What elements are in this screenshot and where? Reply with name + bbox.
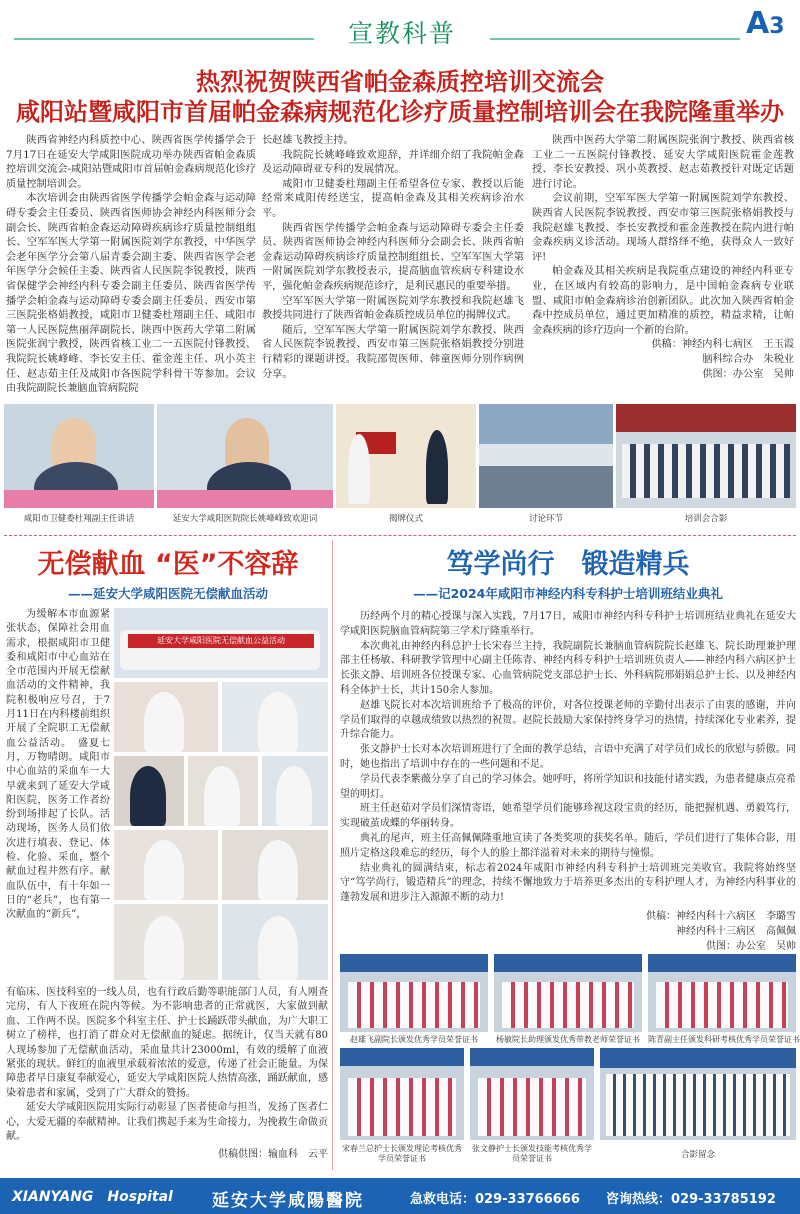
photo-caption: 延安大学咸阳医院院长姚峰峰致欢迎词 (172, 514, 318, 524)
paragraph: 历经两个月的精心授课与深入实践，7月17日，咸阳市神经内科专科护士培训班结业典礼在延安大学咸阳医院脑血管病院第三学术厅隆重举行。 (340, 611, 796, 637)
section-header (0, 0, 800, 52)
article-column-1 (6, 134, 256, 397)
photo-unveiling (336, 404, 476, 508)
photo-blood-bus (114, 608, 328, 678)
byline: 供稿：神经内科十六病区 李璐雪 (646, 910, 796, 922)
paragraph: 陕西中医药大学第二附属医院张润宁教授、陕西省核工业二一五医院付锋教授、延安大学咸阳医院霍金莲教授、李长安教授、巩小英教授、赵志茹教授针对既定话题进行讨论。 (532, 135, 794, 190)
photo-donor (262, 756, 328, 826)
byline: 供图：办公室 吴帅 (706, 940, 796, 952)
photo-award (340, 1048, 464, 1140)
byline: 脑科综合办 朱税业 (702, 353, 794, 365)
paragraph: 赵雄飞院长对本次培训班给予了极高的评价，对各位授课老师的辛勤付出表示了由衷的感谢，并向学员们取得的卓越成绩致以热烈的祝贺。赵院长鼓励大家保持终身学习的热情，持续深化专业素养，提升综合能力。 (340, 699, 796, 741)
article-column-2 (262, 134, 524, 382)
photo-caption: 陈青副主任颁发科研考核优秀学员荣誉证书 (648, 1035, 800, 1044)
main-headline-2: 咸阳站暨咸阳市首届帕金森病规范化诊疗质量控制培训会在我院隆重举办 (16, 98, 784, 126)
page-letter: A (746, 6, 770, 41)
paragraph: 为缓解本市血源紧张状态，保障社会用血需求，根据咸阳市卫健委和咸阳市中心血站在全市范围内开展无偿献血活动的文件精神，我院积极响应号召，于7月11日在内科楼前组织开展了全院职工无偿献血公益活动。 盛夏七月，万物晴朗。咸阳市中心血站的采血车一大早就来到了延安大学咸阳医院，医务工作者纷纷到场排起了长队。活动现场，医务人员们依次进行填表、登记、体检、化验、采血，整个献血过程井然有序。献血队伍中，有十年如一日的“老兵”，也有第一次献血的“新兵”， (6, 609, 110, 921)
byline: 供稿：神经内科七病区 王玉霞 (651, 339, 794, 351)
photo-caption: 杨敏院长助理颁发优秀带教老师荣誉证书 (496, 1035, 640, 1044)
paragraph: 陕西省医学传播学会帕金森与运动障碍专委会主任委员、陕西省医师协会神经内科医师分会副会长、陕西省帕金森运动障碍疾病诊疗质量控制组组长、空军军医大学第一附属医院刘学东教授表示，提高脑血管疾病专科建设水平，强化帕金森疾病规范诊疗，是利民惠民的重要举措。 (262, 222, 524, 292)
photo-caption: 张文静护士长颁发技能考核优秀学员荣誉证书 (472, 1144, 592, 1163)
photo-donor (222, 682, 328, 752)
bus-banner: 延安大学咸阳医院无偿献血公益活动 (128, 634, 314, 648)
photo-donor (114, 904, 218, 980)
header-rule-right (490, 38, 740, 40)
page-digit: 3 (769, 14, 785, 39)
nursing-title: 笃学尚行 锻造精兵 (446, 549, 690, 580)
photo-award (470, 1048, 594, 1140)
nursing-article (340, 610, 796, 954)
photo-discussion (479, 404, 613, 508)
paragraph: 结业典礼的圆满结束，标志着2024年咸阳市神经内科专科护士培训班完美收官。我院将始终坚守“笃学尚行，锻造精兵”的理念，持续不懈地致力于培养更多杰出的专科护理人才，为神经内科事业的蓬勃发展和进步注入源源不断的动力! (340, 862, 796, 904)
photo-caption: 宋春兰总护士长颁发理论考核优秀学员荣誉证书 (342, 1144, 462, 1163)
blood-narrow-column (6, 608, 110, 923)
blood-title: 无偿献血 “医”不容辞 (37, 549, 299, 580)
footer-brand: XIANYANG Hospital (12, 1189, 173, 1205)
byline: 供图：办公室 吴帅 (702, 368, 794, 380)
section-title: 宣教科普 (347, 19, 456, 48)
footer-hotline: 咨询热线：029-33785192 (606, 1192, 776, 1207)
main-headline-1: 热烈祝贺陕西省帕金森质控培训交流会 (196, 68, 604, 96)
paragraph: 本次典礼由神经内科总护士长宋春兰主持，我院副院长兼脑血管病院院长赵雄飞、院长助理兼护理部主任杨敏、科研教学管理中心副主任陈青、神经内科专科护士培训班负责人——神经内科六病区护士长张文静、培训班各位授课专家、心血管病院党支部总护士长、外科病院邢娟娟总护士长、以及神经内科全体护士长，共计150余人参加。 (340, 640, 796, 696)
photo-award (494, 954, 642, 1032)
photo-donor (222, 830, 328, 900)
photo-caption: 合影留念 (680, 1150, 715, 1160)
paragraph: 延安大学咸阳医院用实际行动彰显了医者使命与担当，发扬了医者仁心，大爱无疆的奉献精神。让我们携起手来为生命接力，为挽救生命做贡献。 (6, 1102, 328, 1143)
photo-group (616, 404, 796, 508)
main-photo-strip (4, 404, 796, 532)
paragraph: 空军军医大学第一附属医院刘学东教授和我院赵雄飞教授共同进行了陕西省帕金森质控成员单位的揭牌仪式。 (262, 295, 524, 322)
section-divider (4, 535, 796, 536)
blood-subtitle: ——延安大学咸阳医院无偿献血活动 (67, 586, 268, 601)
photo-donor (222, 904, 328, 980)
paragraph: 本次培训会由陕西省医学传播学会帕金森与运动障碍专委会主任委员、陕西省医师协会神经内科医师分会副会长、陕西省帕金森运动障碍疾病诊疗质量控制组组长、空军军医大学第一附属医院刘学东教授，中华医学会老年医学分会第八届青委会副主委、陕西省医学会老年医学分会候任主委、陕西省人民医院李锐教授，陕西省保健学会神经内科专委会副主任委员、陕西省医学传播学会帕金森与运动障碍专委会副主任委员、西安市第三医院张格娟教授，咸阳市卫健委杜翔副主任、咸阳市第一人民医院焦丽萍副院长、陕西中医药大学第二附属医院张润宁教授，陕西省核工业二一五医院付锋教授、我院院长姚峰峰、李长安主任、霍金莲主任、巩小英主任、赵志茹主任及咸阳市各医院学科骨干等参加。会议由我院副院长兼脑血管病院院 (6, 193, 256, 395)
photo-speech-1 (4, 404, 154, 508)
photo-group (600, 1048, 796, 1140)
header-rule-left (14, 38, 314, 40)
photo-donor (188, 756, 258, 826)
paragraph: 有临床、医技科室的一线人员，也有行政后勤等职能部门人员，有人刚查完房，有人下夜班在院内等候。为不影响患者的正常就医，大家做到献血、工作两不误。医院多个科室主任、护士长踊跃带头献血，为广大职工树立了榜样，也打消了群众对无偿献血的疑虑。据统计，仅当天就有80人现场参加了无偿献血活动，采血量共计23000ml，有效的缓解了血液紧张的现状。鲜红的血液里承载着浓浓的爱意，传递了社会正能量。为保障患者早日康复奉献爱心，延安大学咸阳医院人热情高涨，踊跃献血，感染着患者和家属，受到了广大群众的赞扬。 (6, 987, 328, 1099)
photo-caption: 揭牌仪式 (388, 514, 423, 524)
photo-caption: 赵雄飞副院长颁发优秀学员荣誉证书 (350, 1035, 478, 1044)
article-column-3 (532, 134, 794, 382)
photo-caption: 咸阳市卫健委杜翔副主任讲话 (23, 514, 135, 524)
photo-award (648, 954, 796, 1032)
photo-caption: 培训会合影 (684, 514, 728, 524)
photo-donor (114, 756, 184, 826)
paragraph: 长赵雄飞教授主持。 (262, 135, 354, 146)
paragraph: 典礼的尾声，班主任高佩佩隆重地宣读了各类奖项的获奖名单。随后，学员们进行了集体合影，用照片定格这段难忘的经历，每个人的脸上都洋溢着对未来的期待与憧憬。 (340, 832, 796, 859)
paragraph: 张文静护士长对本次培训班进行了全面的教学总结，言语中充满了对学员们成长的欣慰与骄傲。同时，她也指出了培训中存在的一些问题和不足。 (340, 744, 796, 770)
footer-bar (0, 1178, 800, 1214)
page-number (746, 6, 798, 46)
photo-speech-2 (157, 404, 333, 508)
footer-emergency: 急救电话：029-33766666 (410, 1192, 580, 1207)
byline: 供稿供图：输血科 云平 (218, 1149, 328, 1161)
column-divider (332, 540, 333, 1170)
photo-caption: 讨论环节 (528, 514, 563, 524)
photo-award (340, 954, 488, 1032)
paragraph: 我院院长姚峰峰致欢迎辞，并详细介绍了我院帕金森及运动障碍亚专科的发展情况。 (262, 149, 524, 176)
nursing-subtitle: ——记2024年咸阳市神经内科专科护士培训班结业典礼 (413, 586, 723, 601)
paragraph: 随后，空军军医大学第一附属医院刘学东教授、陕西省人民医院李锐教授、西安市第三医院张格娟教授分别进行精彩的课题讲授。我院邵贺医师、韩童医师分别作病例分享。 (262, 324, 524, 380)
byline: 神经内科十三病区 高佩佩 (676, 925, 796, 937)
paragraph: 咸阳市卫健委杜翔副主任希望各位专家、教授以后能经常来咸阳传经送宝，提高帕金森及其相关疾病诊治水平。 (262, 178, 524, 219)
blood-photo-collage (114, 608, 328, 980)
nursing-photo-grid (340, 954, 800, 1174)
footer-hospital-name: 延安大学咸陽醫院 (212, 1191, 364, 1211)
blood-wide-column (6, 986, 328, 1163)
paragraph: 帕金森及其相关疾病是我院重点建设的神经内科亚专业，在区域内有较高的影响力，是中国帕金森病专业联盟、咸阳市帕金森病诊治创新团队。此次加入陕西省帕金森中控成员单位，通过更加精准的质控，精益求精，让帕金森疾病的诊疗迈向一个新的台阶。 (532, 266, 794, 336)
paragraph: 班主任赵茹对学员们深情寄语，她希望学员们能够珍视这段宝贵的经历，能把握机遇、勇毅笃行，实现破茧成蝶的华丽转身。 (340, 803, 796, 830)
paragraph: 陕西省神经内科质控中心、陕西省医学传播学会于7月17日在延安大学咸阳医院成功举办陕西省帕金森质控培训交流会-咸阳站暨咸阳市首届帕金森病规范化诊疗质量控制培训会。 (6, 135, 256, 190)
photo-donor (114, 682, 218, 752)
paragraph: 学员代表李紫薇分享了自己的学习体会。她呼吁，将所学知识和技能付诸实践，为患者健康点亮希望的明灯。 (340, 773, 796, 800)
photo-donor (114, 830, 218, 900)
paragraph: 会议前期，空军军医大学第一附属医院刘学东教授、陕西省人民医院李锐教授、西安市第三医院张格娟教授与我院赵雄飞教授、李长安教授和霍金莲教授在院内进行帕金森疾病义诊活动。现场人群络绎不绝，获得众人一致好评! (532, 193, 794, 263)
